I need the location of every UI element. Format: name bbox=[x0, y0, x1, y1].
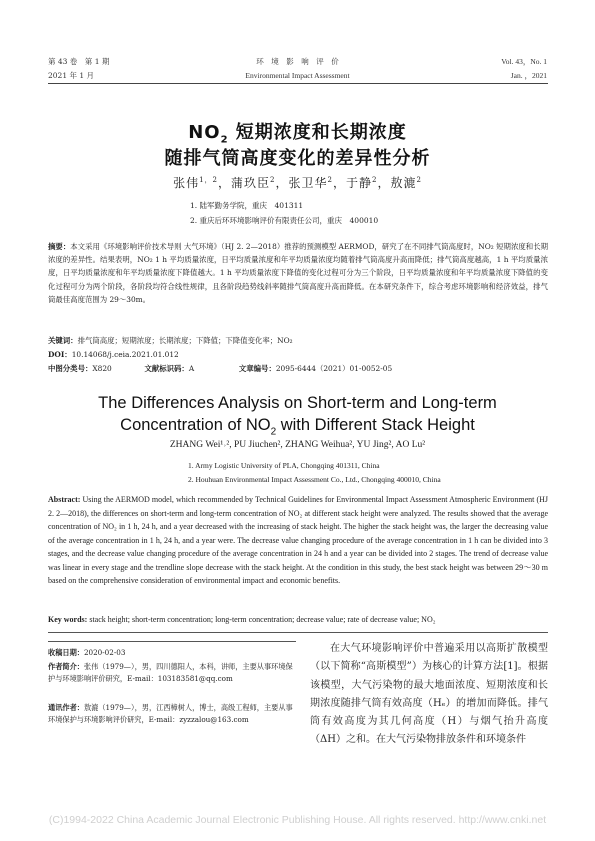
copyright-footer: (C)1994-2022 China Academic Journal Electronic Publishing House. All rights reserved. http://www.cnki.net bbox=[48, 814, 547, 826]
section-rule bbox=[48, 632, 548, 633]
title-cn-line2: 随排气筒高度变化的差异性分析 bbox=[164, 148, 431, 169]
issue-volume: 第 43 卷 第 1 期 bbox=[48, 57, 110, 66]
title-en-line2: Concentration of $NO_2$ with Different Stack Height bbox=[120, 416, 475, 438]
affiliation-cn-1: 1. 陆军勤务学院，重庆 401311 bbox=[190, 201, 304, 210]
footnote-rule bbox=[48, 641, 296, 642]
journal-name-en: Environmental Impact Assessment bbox=[245, 71, 350, 80]
affiliation-cn-2: 2. 重庆后环环境影响评价有限责任公司，重庆 400010 bbox=[190, 216, 379, 225]
title-cn-line1: $NO_2$ 短期浓度和长期浓度 bbox=[188, 122, 407, 146]
header-rule bbox=[48, 83, 548, 84]
journal-name-cn: 环 境 影 响 评 价 bbox=[256, 57, 339, 66]
title-en-line1: The Differences Analysis on Short-term and Long-term bbox=[98, 394, 497, 412]
date-en: Jan. ，2021 bbox=[510, 71, 547, 80]
keywords-cn: 关键词：排气筒高度；短期浓度；长期浓度；下降值；下降值变化率；NO₂ bbox=[48, 336, 293, 345]
keywords-en: Key words: stack height; short-term concentration; long-term concentration; decrease value; rate of decrease value; NO₂ bbox=[48, 615, 436, 624]
volume-number-en: Vol. 43，No. 1 bbox=[501, 57, 547, 66]
abstract-en: Abstract: Using the AERMOD model, which recommended by Technical Guidelines for Environmental Impact Assessment Atmospheric Environment (HJ 2. 2—2018), the differences on short-term and long-term concentration of NO₂ at different stack height were analyzed. The results showed that the average concentration of NO₂ in 1 h, 24 h, and a year decreased with the increasing of stack height. The higher the stack height was, the larger the decreasing value of the average concentration in 1 h, 24 h, and a year were. The decrease value changing procedure of the average concentration in 1 h can be divided into 3 stages, and the decrease value changing procedure of the average concentration in 24 h and a year can be divided into 2 stages. The trend of decrease value was linear in every stage and the trendline slope decrease with the stack height. At the condition in this study, the best stack height was between 29～30 m based on the comprehensive consideration of environmental impact and economic benefits. bbox=[48, 495, 548, 585]
footnote-received: 收稿日期：2020-02-03 bbox=[48, 648, 126, 657]
authors-en: ZHANG Wei¹˒², PU Jiuchen², ZHANG Weihua², YU Jing², AO Lu² bbox=[169, 440, 426, 450]
footnote-corresponding: 通讯作者：敖漉（1979—），男，江西樟树人，博士，高级工程师，主要从事环境保护与环境影响评价研究，E-mail：zyzzalou@163.com bbox=[48, 703, 293, 725]
issue-date: 2021 年 1 月 bbox=[48, 71, 95, 80]
footnote-author: 作者简介：张伟（1979—），男，四川德阳人，本科，讲师，主要从事环境保护与环境影响评价研究，E-mail：103183581@qq.com bbox=[48, 662, 293, 684]
body-paragraph: 在大气环境影响评价中普遍采用以高斯扩散模型（以下简称“高斯模型”）为核心的计算方法[1]。根据该模型，大气污染物的最大地面浓度、短期浓度和长期浓度随排气筒有效高度（Hₑ）的增加而降低。排气筒有效高度为其几何高度（H）与烟气抬升高度（ΔH）之和。在大气污染物排放条件和环境条件 bbox=[310, 643, 548, 746]
affiliation-en-1: 1. Army Logistic University of PLA, Chongqing 401311, China bbox=[188, 461, 380, 470]
doi: DOI：10.14068/j.ceia.2021.01.012 bbox=[48, 350, 179, 359]
affiliation-en-2: 2. Houhuan Environmental Impact Assessment Co., Ltd., Chongqing 400010, China bbox=[188, 475, 441, 484]
abstract-cn: 摘要：本文采用《环境影响评价技术导则 大气环境》（HJ 2. 2—2018）推荐的预测模型 AERMOD，研究了在不同排气筒高度时，NO₂ 短期浓度和长期浓度的差异性。结果表明，NO₂ 1 h 平均质量浓度，日平均质量浓度和年平均质量浓度均随着排气筒高度升高而降低；排气筒高度越高，1 h 平均质量浓度，日平均质量浓度和年平均质量浓度下降值越大。1 h 平均质量浓度下降值的变化过程可分为三个阶段，日平均质量浓度和年平均质量浓度下降值的变化过程可分为两个阶段，各阶段均符合线性规律，且各阶段趋势线斜率随排气筒高度升高而降低。在本研究条件下，综合考虑环境影响和经济效益，排气筒最佳高度范围为 29～30m。 bbox=[48, 242, 549, 304]
classification: 中图分类号：X820 文献标识码：A 文章编号：2095-6444（2021）01-0052-05 bbox=[48, 364, 393, 373]
authors-cn: 张伟$^{1,2}$，蒲玖臣$^2$，张卫华$^2$，于静$^2$，敖漉$^2$ bbox=[173, 176, 422, 190]
